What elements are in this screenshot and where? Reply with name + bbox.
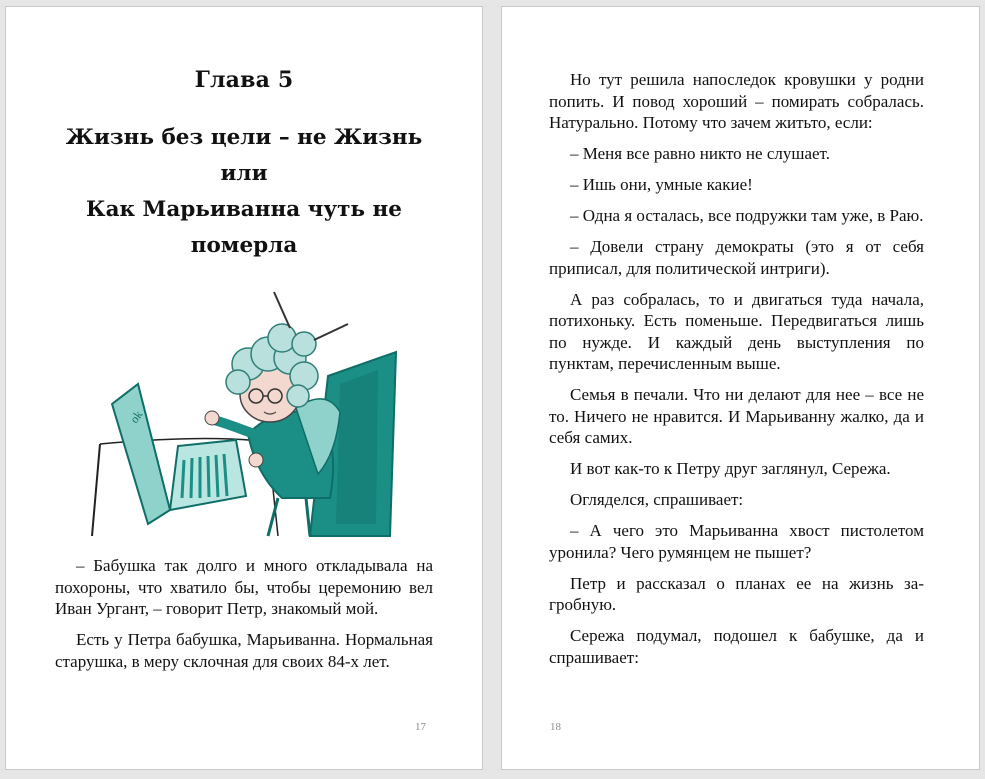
right-paragraph-12: Сережа подумал, подошел к бабушке, да и спрашивает: (549, 626, 924, 667)
right-paragraph-2: – Меня все равно никто не слушает. (570, 144, 830, 163)
right-paragraph-1: Но тут решила напоследок кровушки у родни попить. И повод хороший – помирать собралась. Натурально. Потому что зачем житьто, если: (549, 70, 924, 132)
page-left (5, 6, 483, 770)
right-paragraph-5: – Довели страну демократы (это я от себя приписал, для политической интриги). (549, 237, 924, 278)
page-number-left: 17 (415, 721, 426, 733)
right-paragraph-9: Огляделся, спрашивает: (570, 490, 744, 509)
title-line-1: Жизнь без цели – не Жизнь (65, 125, 423, 150)
title-line-4: померла (190, 233, 298, 258)
laptop-screen-label: ok (126, 407, 146, 426)
right-paragraph-8: И вот как-то к Петру друг заглянул, Сережа. (570, 459, 891, 478)
right-paragraph-4: – Одна я осталась, все подружки там уже, в Раю. (570, 206, 924, 225)
title-line-2: или (220, 161, 268, 186)
chapter-label: Глава 5 (194, 67, 294, 93)
left-paragraph-1: – Бабушка так долго и много откладывала на похороны, что хватило бы, чтобы церемонию вел Иван Ургант, – говорит Петр, знакомый мой. (55, 556, 433, 618)
left-page-body-text (55, 555, 433, 682)
right-page-body-text (549, 69, 924, 678)
page-number-right: 18 (550, 721, 561, 733)
right-paragraph-7: Семья в печали. Что ни делают для нее – все не то. Ничего не нравится. И Марьиванну жалко, да и себя самих. (549, 385, 924, 447)
right-paragraph-11: Петр и рассказал о планах ее на жизнь загробную. (549, 573, 924, 614)
grandma-laptop-illustration (78, 284, 398, 540)
right-paragraph-6: А раз собралась, то и двигаться туда начала, потихоньку. Есть поменьше. Передвигаться лишь по нужде. И каждый день выступления по пунктам, перечисленным выше. (549, 289, 924, 373)
title-line-3: Как Марьиванна чуть не (86, 197, 402, 222)
right-paragraph-3: – Ишь они, умные какие! (570, 175, 753, 194)
left-paragraph-2: Есть у Петра бабушка, Марьиванна. Нормальная старушка, в меру склочная для своих 84-х лет. (55, 630, 433, 671)
page-right (501, 6, 980, 770)
chapter-title (6, 120, 482, 264)
right-paragraph-10: – А чего это Марьиванна хвост пистолетом уронила? Чего румянцем не пышет? (549, 521, 924, 562)
